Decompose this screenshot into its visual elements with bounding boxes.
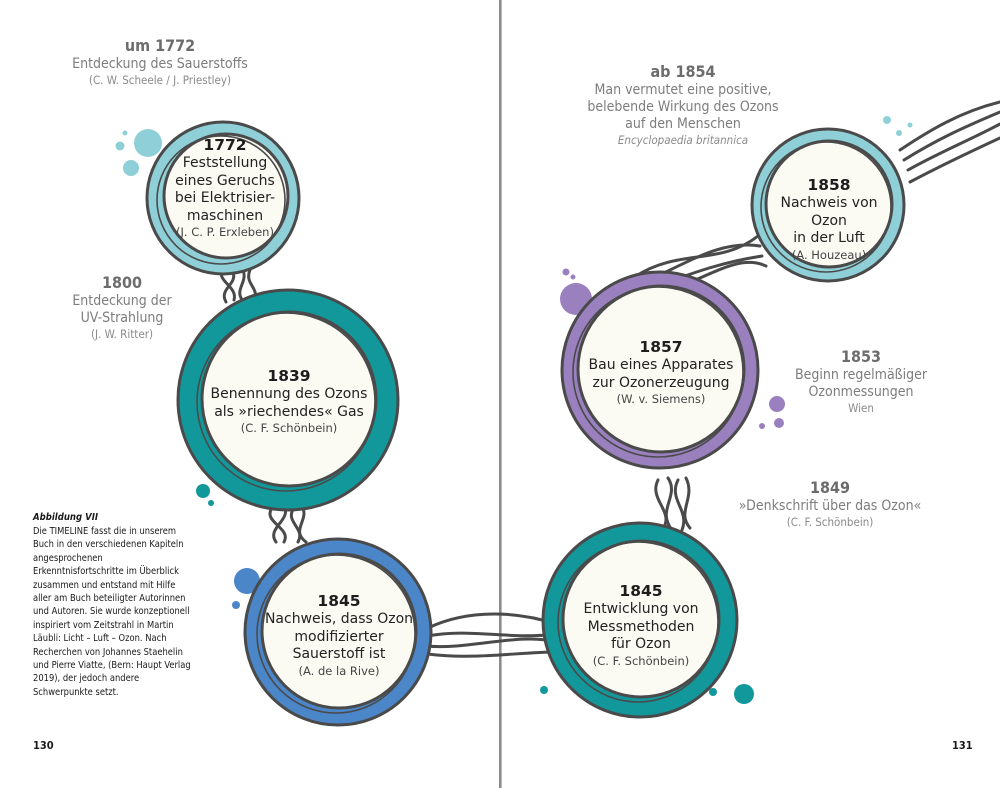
node-1772: [163, 136, 287, 240]
figure-caption: [33, 511, 191, 699]
node-source: (A. de la Rive): [298, 663, 380, 678]
note-year: um 1772: [124, 36, 196, 55]
note-text: Ozonmessungen: [808, 384, 914, 400]
note-text: Beginn regelmäßiger: [794, 367, 928, 383]
note-year: 1853: [840, 347, 882, 366]
dot: [123, 160, 139, 176]
dot: [734, 684, 754, 704]
note-ab-1854: [556, 62, 810, 147]
node-source: (A. Houzeau): [791, 247, 867, 262]
node-year: 1839: [267, 367, 311, 385]
node-source: (J. C. P. Erxleben): [176, 225, 274, 239]
dot: [208, 500, 214, 506]
dot: [709, 688, 717, 696]
page-number-left: 130: [33, 739, 54, 752]
note-1853: [776, 347, 946, 415]
node-year: 1857: [639, 338, 683, 356]
note-text: belebende Wirkung des Ozons: [587, 99, 779, 115]
node-1857: [582, 338, 740, 407]
note-text: Entdeckung des Sauerstoffs: [72, 56, 248, 72]
dot: [540, 686, 548, 694]
node-source: (C. F. Schönbein): [592, 653, 690, 668]
node-1845-right: [568, 582, 714, 669]
dot: [883, 116, 891, 124]
note-source: Wien: [848, 401, 874, 415]
node-source: (W. v. Siemens): [616, 392, 706, 406]
dot: [571, 275, 576, 280]
note-1849: [724, 478, 936, 529]
dot: [563, 269, 570, 276]
node-text: Bau eines Apparates zur Ozonerzeugung: [588, 357, 734, 391]
note-um-1772: [40, 36, 280, 87]
page-number-right: 131: [952, 739, 973, 752]
caption-body: Die TIMELINE fasst die in unserem Buch in den verschiedenen Kapiteln angesprochenen Erkenntnisfortschritte im Überblick zusammen und entstand mit Hilfe aller am Buch beteiligter Autorinnen und Autoren. Sie wurde konzeptionell inspiriert vom Zeitstrahl in Martin Läubli: Licht – Luft – Ozon. Nach Recherchen von Johannes Staehelin und Pierre Viatte, (Bern: Haupt Verlag 2019), der jedoch andere Schwerpunkte setzt.: [33, 526, 191, 698]
note-source: (C. W. Scheele / J. Priestley): [88, 73, 232, 87]
dot: [123, 131, 128, 136]
node-year: 1845: [317, 592, 361, 610]
node-text: Benennung des Ozons als »riechendes« Gas: [210, 386, 368, 420]
note-text: UV-Strahlung: [80, 310, 164, 326]
note-text: »Denkschrift über das Ozon«: [738, 498, 922, 514]
node-text: Entwicklung von Messmethoden für Ozon: [583, 601, 699, 652]
dot: [196, 484, 210, 498]
strand-1845-1857: [656, 478, 690, 530]
strand-across-gutter: [426, 614, 556, 656]
note-text: Man vermutet eine positive,: [594, 82, 772, 98]
note-1800: [50, 273, 194, 341]
dot: [116, 142, 125, 151]
dot: [232, 601, 240, 609]
caption-title: Abbildung VII: [33, 512, 99, 523]
note-year: 1800: [101, 273, 143, 292]
dot: [896, 130, 902, 136]
node-1845-left: [262, 592, 416, 679]
note-year: 1849: [809, 478, 851, 497]
dot: [908, 123, 913, 128]
node-year: 1858: [807, 176, 851, 194]
node-1858: [768, 176, 890, 263]
node-text: Nachweis von Ozon in der Luft: [780, 195, 878, 246]
node-source: (C. F. Schönbein): [240, 421, 338, 435]
node-1839: [198, 367, 380, 436]
note-source: (J. W. Ritter): [91, 327, 153, 341]
dot: [759, 423, 765, 429]
dot: [134, 129, 162, 157]
node-text: Nachweis, dass Ozon modifizierter Sauerstoff ist: [264, 611, 414, 662]
node-text: Feststellung eines Geruchs bei Elektrisier- maschinen: [174, 155, 276, 224]
note-source: Encyclopaedia britannica: [617, 133, 749, 147]
note-source: (C. F. Schönbein): [786, 515, 874, 529]
node-year: 1845: [619, 582, 663, 600]
note-text: auf den Menschen: [625, 116, 741, 132]
node-year: 1772: [203, 136, 247, 154]
note-year: ab 1854: [650, 62, 716, 81]
strand-1858-offpage: [900, 102, 1000, 182]
note-text: Entdeckung der: [72, 293, 172, 309]
dot: [774, 418, 784, 428]
